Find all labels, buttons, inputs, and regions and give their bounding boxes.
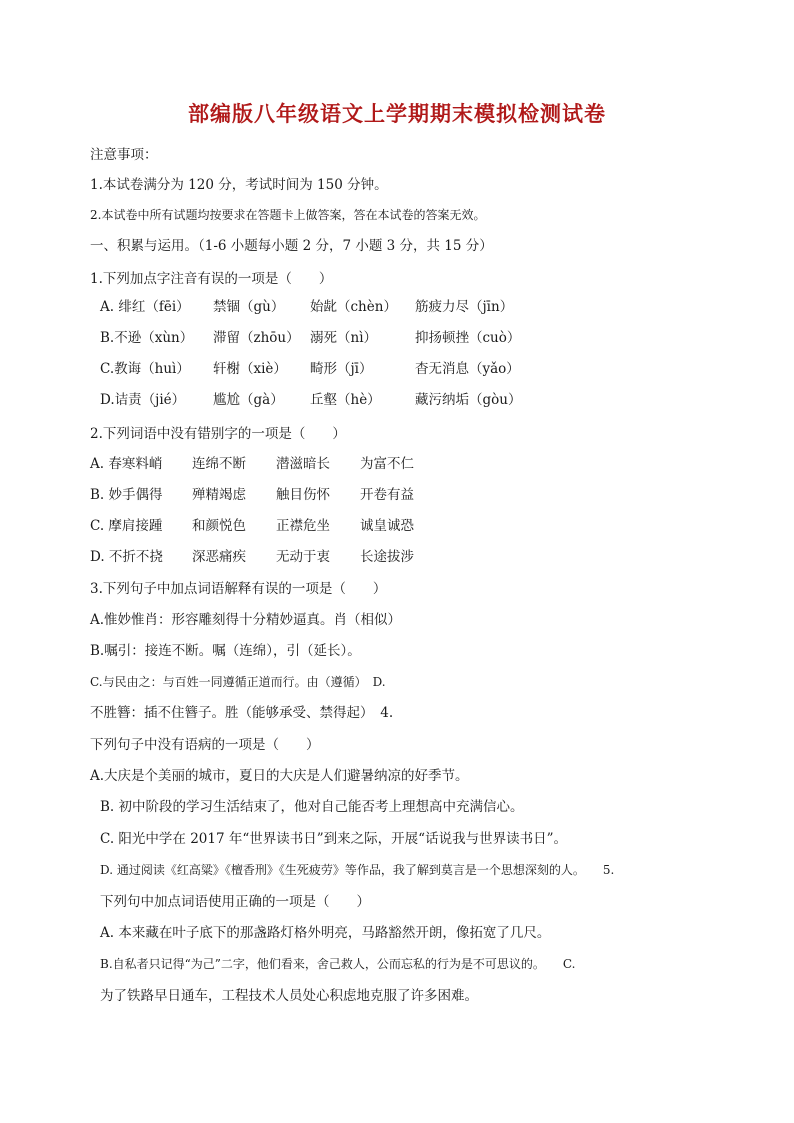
question-3-stem: 3.下列句子中加点词语解释有误的一项是（ ） (90, 581, 387, 597)
question-2-stem: 2.下列词语中没有错别字的一项是（ ） (90, 426, 346, 442)
option-cell: A. 春寒料峭 (90, 456, 163, 472)
option-cell: 溺死（nì） (310, 330, 378, 346)
option-cell: D. 不折不挠 (90, 549, 163, 565)
option-cell: 无动于衷 (276, 549, 330, 565)
option-cell: 正襟危坐 (276, 518, 330, 534)
question-4-option-c: C. 阳光中学在 2017 年“世界读书日”到来之际，开展“话说我与世界读书日”。 (100, 831, 567, 847)
option-cell: B. 妙手偶得 (90, 487, 163, 503)
question-3-option-b: B.嘱引：接连不断。嘱（连绵），引（延长）。 (90, 643, 361, 659)
question-2-row-b (90, 486, 414, 504)
option-cell: 轩榭（xiè） (213, 361, 287, 377)
option-cell: C. 摩肩接踵 (90, 518, 163, 534)
question-1-stem: 1.下列加点字注音有误的一项是（ ） (90, 271, 333, 287)
option-cell: 触目伤怀 (276, 487, 330, 503)
question-1-row-d (100, 391, 521, 409)
question-5-option-c: 为了铁路早日通车，工程技术人员处心积虑地克服了许多困难。 (100, 988, 478, 1004)
question-3-option-d: 不胜簪：插不住簪子。胜（能够承受、禁得起） 4. (90, 705, 394, 721)
option-cell: 禁锢（gù） (213, 299, 285, 315)
question-5-stem: 下列句中加点词语使用正确的一项是（ ） (100, 894, 370, 910)
question-5-option-a: A. 本来藏在叶子底下的那盏路灯格外明亮，马路豁然开朗，像拓宽了几尺。 (100, 925, 551, 941)
option-cell: 始龀（chèn） (310, 299, 397, 315)
page-title: 部编版八年级语文上学期期末模拟检测试卷 (188, 102, 606, 126)
question-2-row-c (90, 517, 414, 535)
section-heading: 一、积累与运用。（1-6 小题每小题 2 分，7 小题 3 分，共 15 分） (90, 238, 493, 254)
option-cell: 深恶痛疾 (192, 549, 246, 565)
option-cell: 潜滋暗长 (276, 456, 330, 472)
notice-1: 1.本试卷满分为 120 分，考试时间为 150 分钟。 (90, 177, 388, 193)
option-cell: A. 绯红（fēi） (100, 299, 190, 315)
option-cell: 抑扬顿挫（cuò） (415, 330, 521, 346)
option-cell: 殚精竭虑 (192, 487, 246, 503)
option-cell: 滞留（zhōu） (213, 330, 300, 346)
option-cell: 丘壑（hè） (310, 392, 381, 408)
option-cell: C.教诲（huì） (100, 361, 190, 377)
question-2-row-a (90, 455, 414, 473)
option-cell: 开卷有益 (360, 487, 414, 503)
question-2-row-d (90, 548, 414, 566)
question-4-option-a: A.大庆是个美丽的城市，夏日的大庆是人们避暑纳凉的好季节。 (90, 768, 469, 784)
question-4-stem: 下列句子中没有语病的一项是（ ） (90, 737, 320, 753)
question-1-row-b (100, 329, 520, 347)
option-cell: 诚皇诚恐 (360, 518, 414, 534)
option-cell: 筋疲力尽（jīn） (415, 299, 514, 315)
question-4-option-b: B. 初中阶段的学习生活结束了，他对自己能否考上理想高中充满信心。 (100, 799, 524, 815)
question-1-row-a (100, 298, 513, 316)
option-cell: D.诘责（jié） (100, 392, 186, 408)
option-cell: 为富不仁 (360, 456, 414, 472)
option-cell: 畸形（jī） (310, 361, 373, 377)
question-1-row-c (100, 360, 520, 378)
question-5-option-b: B.自私者只记得“为己”二字，他们看来，舍己救人，公而忘私的行为是不可思议的。 C. (100, 957, 576, 971)
notice-heading: 注意事项： (90, 147, 158, 163)
option-cell: B.不逊（xùn） (100, 330, 194, 346)
question-4-option-d: D. 通过阅读《红高粱》《檀香刑》《生死疲劳》等作品，我了解到莫言是一个思想深刻的人。 5. (100, 863, 615, 877)
option-cell: 杳无消息（yǎo） (415, 361, 520, 377)
option-cell: 连绵不断 (192, 456, 246, 472)
question-3-option-a: A.惟妙惟肖：形容雕刻得十分精妙逼真。肖（相似） (90, 612, 402, 628)
notice-2: 2.本试卷中所有试题均按要求在答题卡上做答案，答在本试卷的答案无效。 (90, 208, 486, 222)
option-cell: 长途拔涉 (360, 549, 414, 565)
option-cell: 和颜悦色 (192, 518, 246, 534)
option-cell: 藏污纳垢（gòu） (415, 392, 522, 408)
question-3-option-c: C.与民由之：与百姓一同遵循正道而行。由（遵循） D. (90, 675, 386, 689)
option-cell: 尴尬（gà） (213, 392, 284, 408)
